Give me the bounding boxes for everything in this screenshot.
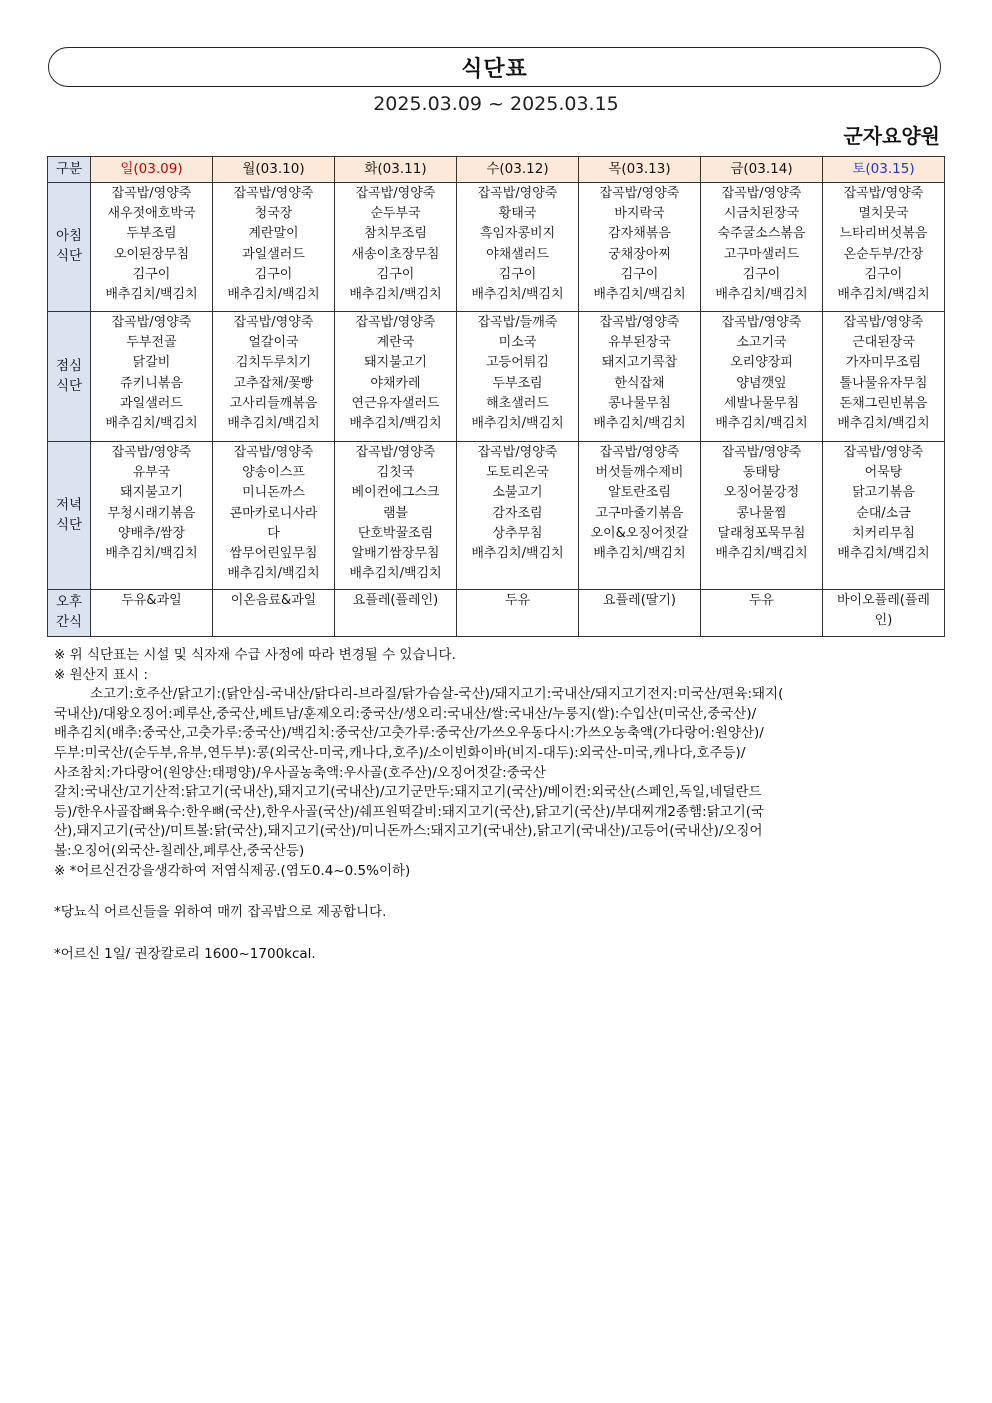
dish-item: 배추김치/백김치 xyxy=(349,416,442,432)
dish-item: 유부된장국 xyxy=(608,335,671,351)
dish-item: 잡곡밥/영양죽 xyxy=(843,315,924,330)
meal-label-text: 식단 xyxy=(55,248,83,264)
dish-item: 시금치된장국 xyxy=(723,206,800,222)
dish-item: 양념깻잎 xyxy=(736,375,787,391)
dish-item: 배추김치/백김치 xyxy=(105,546,198,562)
menu-cell xyxy=(457,312,579,442)
dish-item: 배추김치/백김치 xyxy=(715,416,808,432)
dish-item: 두부조림 xyxy=(126,226,177,242)
dish-item: 가자미무조림 xyxy=(845,355,922,371)
notes-section xyxy=(54,646,934,964)
menu-cell xyxy=(457,590,579,637)
menu-cell xyxy=(91,442,213,590)
dish-item: 김칫국 xyxy=(376,465,415,481)
dish-item: 계란국 xyxy=(376,335,415,351)
day-header: 목(03.13) xyxy=(579,157,701,183)
dish-item: 잡곡밥/영양죽 xyxy=(843,445,924,460)
dish-item: 과일샐러드 xyxy=(242,246,305,262)
dish-item: 소고기국 xyxy=(736,335,787,351)
dish-item: 감자채볶음 xyxy=(608,226,671,242)
table-row xyxy=(48,183,945,312)
menu-cell xyxy=(579,312,701,442)
menu-cell xyxy=(579,183,701,312)
origin-line: 두부:미국산/(순두부,유부,연두부):콩(외국산-미국,캐나다,호주)/소이빈화이바(비지-대두):외국산-미국,캐나다,호주등)/ xyxy=(54,744,746,761)
dish-item: 동태탕 xyxy=(742,465,781,481)
dish-item: 야채샐러드 xyxy=(486,246,549,262)
dish-item: 숙주굴소스볶음 xyxy=(717,226,806,242)
dish-item: 쥬키니볶음 xyxy=(120,375,183,391)
day-header: 금(03.14) xyxy=(701,157,823,183)
dish-item: 두부전골 xyxy=(126,335,177,351)
dish-item: 배추김치/백김치 xyxy=(837,287,930,303)
dish-item: 미니돈까스 xyxy=(242,485,305,501)
menu-cell xyxy=(335,590,457,637)
meal-label-text: 아침 xyxy=(55,228,83,244)
notes-origin-heading: ※ 원산지 표시 : xyxy=(54,666,148,683)
dish-item: 양송이스프 xyxy=(242,465,305,481)
dish-item: 잡곡밥/영양죽 xyxy=(355,445,436,460)
dish-item: 잡곡밥/영양죽 xyxy=(843,186,924,201)
dish-item: 순대/소금 xyxy=(856,505,911,521)
menu-cell xyxy=(701,183,823,312)
origin-line: 볼:오징어(외국산-칠레산,페루산,중국산등) xyxy=(54,842,305,859)
dish-item: 잡곡밥/영양죽 xyxy=(233,186,314,201)
dish-item: 세발나물무침 xyxy=(723,395,800,411)
dish-item: 다 xyxy=(267,525,280,541)
dish-item: 쌈무어린잎무침 xyxy=(229,546,318,562)
dish-item: 톨나물유자무침 xyxy=(839,375,928,391)
dish-item: 닭갈비 xyxy=(132,355,171,371)
menu-cell xyxy=(701,442,823,590)
dish-item: 김구이 xyxy=(376,266,415,282)
menu-cell xyxy=(213,183,335,312)
day-header: 일(03.09) xyxy=(91,157,213,183)
dish-item: 김구이 xyxy=(864,266,903,282)
dish-item: 고사리들깨볶음 xyxy=(229,395,318,411)
dish-item: 야채카레 xyxy=(370,375,421,391)
menu-cell xyxy=(579,442,701,590)
dish-item: 배추김치/백김치 xyxy=(715,287,808,303)
dish-item: 잡곡밥/영양죽 xyxy=(355,315,436,330)
dish-item: 배추김치/백김치 xyxy=(471,546,564,562)
meal-label xyxy=(48,590,91,637)
dish-item: 콘마카로니사라 xyxy=(229,505,318,521)
dish-item: 순두부국 xyxy=(370,206,421,222)
dish-item: 멸치뭇국 xyxy=(858,206,909,222)
dish-item: 오징어불강정 xyxy=(723,485,800,501)
dish-item: 두유 xyxy=(504,593,531,608)
dish-item: 닭고기볶음 xyxy=(852,485,915,501)
table-header-row xyxy=(48,157,945,183)
dish-item: 김구이 xyxy=(498,266,537,282)
meal-label-text: 식단 xyxy=(55,516,83,533)
dish-item: 과일샐러드 xyxy=(120,395,183,411)
day-header: 월(03.10) xyxy=(213,157,335,183)
notes-calories: *어르신 1일/ 권장칼로리 1600~1700kcal. xyxy=(54,945,316,962)
dish-item: 바이오플레(플레 xyxy=(837,593,930,608)
menu-cell xyxy=(213,590,335,637)
dish-item: 돈채그린빈볶음 xyxy=(839,395,928,411)
dish-item: 배추김치/백김치 xyxy=(349,287,442,303)
origin-line: 배추김치(배추:중국산,고춧가루:중국산)/백김치:중국산/고춧가루:중국산/가쓰오우동다시:가쓰오농축액(가다랑어:원양산)/ xyxy=(54,725,764,742)
day-header: 수(03.12) xyxy=(457,157,579,183)
dish-item: 배추김치/백김치 xyxy=(593,287,686,303)
dish-item: 얼갈이국 xyxy=(248,335,299,351)
dish-item: 잡곡밥/영양죽 xyxy=(111,186,192,201)
dish-item: 배추김치/백김치 xyxy=(715,546,808,562)
dish-item: 해초샐러드 xyxy=(486,395,549,411)
dish-item: 잡곡밥/영양죽 xyxy=(599,315,680,330)
meal-label-text: 식단 xyxy=(55,377,83,394)
dish-item: 두유 xyxy=(748,593,775,608)
day-header: 토(03.15) xyxy=(823,157,945,183)
dish-item: 계란말이 xyxy=(248,226,299,242)
dish-item: 김구이 xyxy=(132,266,171,282)
dish-item: 온순두부/간장 xyxy=(843,246,924,262)
menu-cell xyxy=(823,312,945,442)
dish-item: 잡곡밥/들깨죽 xyxy=(477,315,558,330)
dish-item: 잡곡밥/영양죽 xyxy=(599,445,680,460)
dish-item: 김치두루치기 xyxy=(235,355,312,371)
dish-item: 한식잡채 xyxy=(614,375,665,391)
corner-label: 구분 xyxy=(48,157,91,183)
menu-cell xyxy=(701,312,823,442)
dish-item: 돼지고기콕찹 xyxy=(601,355,678,371)
dish-item: 달래청포묵무침 xyxy=(717,525,806,541)
meal-label-text: 점심 xyxy=(55,357,83,374)
dish-item: 잡곡밥/영양죽 xyxy=(111,315,192,330)
dish-item: 콩나물찜 xyxy=(736,505,787,521)
facility-name: 군자요양원 xyxy=(843,124,940,148)
dish-item: 잡곡밥/영양죽 xyxy=(355,186,436,201)
day-header: 화(03.11) xyxy=(335,157,457,183)
origin-line: 산),돼지고기(국산)/미트볼:닭(국산),돼지고기(국산)/미니돈까스:돼지고기(국내산),닭고기(국내산)/고등어(국내산)/오징어 xyxy=(54,823,763,840)
dish-item: 잡곡밥/영양죽 xyxy=(111,445,192,460)
dish-item: 참치무조림 xyxy=(364,226,427,242)
dish-item: 알배기쌈장무침 xyxy=(351,546,440,562)
dish-item: 오리양장피 xyxy=(730,355,793,371)
dish-item: 연근유자샐러드 xyxy=(351,395,440,411)
dish-item: 소불고기 xyxy=(492,485,543,501)
dish-item: 바지락국 xyxy=(614,206,665,222)
dish-item: 흑임자콩비지 xyxy=(479,226,556,242)
dish-item: 알토란조림 xyxy=(608,485,671,501)
origin-line: 사조참치:가다랑어(원양산:태평양)/우사골농축액:우사골(호주산)/오징어젓갈:중국산 xyxy=(54,764,546,781)
dish-item: 느타리버섯볶음 xyxy=(839,226,928,242)
dish-item: 단호박꿀조림 xyxy=(357,525,434,541)
date-range: 2025.03.09 ~ 2025.03.15 xyxy=(373,93,619,115)
notes-change-notice: ※ 위 식단표는 시설 및 식자재 수급 사정에 따라 변경될 수 있습니다. xyxy=(54,647,456,663)
table-row xyxy=(48,590,945,637)
menu-cell xyxy=(823,183,945,312)
dish-item: 김구이 xyxy=(742,266,781,282)
dish-item: 이온음료&과일 xyxy=(230,593,317,608)
dish-item: 배추김치/백김치 xyxy=(471,416,564,432)
dish-item: 배추김치/백김치 xyxy=(105,416,198,432)
dish-item: 배추김치/백김치 xyxy=(837,546,930,562)
dish-item: 새송이초장무침 xyxy=(351,246,440,262)
dish-item: 오이&오징어젓갈 xyxy=(590,525,689,541)
origin-line: 등)/한우사골잡뼈육수:한우뼈(국산),한우사골(국산)/쉐프원떡갈비:돼지고기(국산),닭고기(국산)/부대찌개2종햄:닭고기(국 xyxy=(54,803,765,820)
dish-item: 배추김치/백김치 xyxy=(227,287,320,303)
page-title xyxy=(48,47,941,87)
menu-cell xyxy=(457,183,579,312)
dish-item: 청국장 xyxy=(254,206,293,222)
dish-item: 잡곡밥/영양죽 xyxy=(477,445,558,460)
dish-item: 근대된장국 xyxy=(852,335,915,351)
table-row xyxy=(48,442,945,590)
menu-cell xyxy=(213,442,335,590)
dish-item: 고구마줄기볶음 xyxy=(595,505,684,521)
menu-cell xyxy=(457,442,579,590)
meal-label xyxy=(48,442,91,590)
dish-item: 궁채장아찌 xyxy=(608,246,671,262)
dish-item: 잡곡밥/영양죽 xyxy=(233,315,314,330)
table-row xyxy=(48,312,945,442)
dish-item: 돼지불고기 xyxy=(120,485,183,501)
dish-item: 고등어튀김 xyxy=(486,355,549,371)
menu-cell xyxy=(335,442,457,590)
dish-item: 배추김치/백김치 xyxy=(593,546,686,562)
dish-item: 감자조림 xyxy=(492,505,543,521)
dish-item: 도토리온국 xyxy=(486,465,549,481)
menu-cell xyxy=(823,590,945,637)
dish-item: 두부조림 xyxy=(492,375,543,391)
dish-item: 배추김치/백김치 xyxy=(349,566,442,582)
menu-cell xyxy=(701,590,823,637)
dish-item: 무청시래기볶음 xyxy=(107,505,196,521)
menu-table xyxy=(47,156,945,637)
dish-item: 요플레(플레인) xyxy=(352,593,439,608)
origin-line: 소고기:호주산/닭고기:(닭안심-국내산/닭다리-브라질/닭가슴살-국산)/돼지고기:국내산/돼지고기전지:미국산/편육:돼지( xyxy=(90,686,784,703)
dish-item: 유부국 xyxy=(132,465,171,481)
dish-item: 배추김치/백김치 xyxy=(593,416,686,432)
dish-item: 미소국 xyxy=(498,335,537,351)
dish-item: 잡곡밥/영양죽 xyxy=(233,445,314,460)
origin-line: 갈치:국내산/고기산적:닭고기(국내산),돼지고기(국내산)/고기군만두:돼지고기(국산)/베이컨:외국산(스페인,독일,네덜란드 xyxy=(54,784,762,801)
dish-item: 잡곡밥/영양죽 xyxy=(477,186,558,201)
menu-cell xyxy=(823,442,945,590)
dish-item: 양배추/쌈장 xyxy=(117,525,186,541)
dish-item: 두유&과일 xyxy=(121,593,182,608)
menu-cell xyxy=(213,312,335,442)
dish-item: 램블 xyxy=(382,505,409,521)
dish-item: 상추무침 xyxy=(492,525,543,541)
dish-item: 배추김치/백김치 xyxy=(227,566,320,582)
dish-item: 베이컨에그스크 xyxy=(351,485,440,501)
meal-label xyxy=(48,312,91,442)
dish-item: 김구이 xyxy=(254,266,293,282)
dish-item: 돼지불고기 xyxy=(364,355,427,371)
dish-item: 버섯들깨수제비 xyxy=(595,465,684,481)
dish-item: 잡곡밥/영양죽 xyxy=(721,315,802,330)
menu-cell xyxy=(91,590,213,637)
notes-diabetes: *당뇨식 어르신들을 위하여 매끼 잡곡밥으로 제공합니다. xyxy=(54,904,387,921)
dish-item: 치커리무침 xyxy=(852,525,915,541)
dish-item: 배추김치/백김치 xyxy=(227,416,320,432)
meal-label-text: 간식 xyxy=(55,614,83,630)
dish-item: 새우젓애호박국 xyxy=(107,206,196,222)
dish-item: 김구이 xyxy=(620,266,659,282)
menu-cell xyxy=(335,183,457,312)
dish-item: 배추김치/백김치 xyxy=(105,287,198,303)
dish-item: 황태국 xyxy=(498,206,537,222)
dish-item: 콩나물무침 xyxy=(608,395,671,411)
dish-item: 고구마샐러드 xyxy=(723,246,800,262)
origin-line: 국내산)/대왕오징어:페루산,중국산,베트남/훈제오리:중국산/생오리:국내산/쌀:국내산/누룽지(쌀):수입산(미국산,중국산)/ xyxy=(54,705,757,722)
notes-low-salt: ※ *어르신건강을생각하여 저염식제공.(염도0.4~0.5%이하) xyxy=(54,862,411,879)
title-text: 식단표 xyxy=(461,56,528,82)
dish-item: 고추잡채/꽃빵 xyxy=(233,375,314,391)
dish-item: 잡곡밥/영양죽 xyxy=(721,445,802,460)
menu-cell xyxy=(91,183,213,312)
dish-item: 배추김치/백김치 xyxy=(837,416,930,432)
meal-label-text: 오후 xyxy=(55,594,83,610)
menu-cell xyxy=(579,590,701,637)
meal-label-text: 저녁 xyxy=(55,496,83,513)
dish-item: 배추김치/백김치 xyxy=(471,287,564,303)
dish-item: 인) xyxy=(874,613,893,629)
dish-item: 어묵탕 xyxy=(864,465,903,481)
dish-item: 잡곡밥/영양죽 xyxy=(599,186,680,201)
dish-item: 요플레(딸기) xyxy=(603,593,676,608)
menu-cell xyxy=(335,312,457,442)
dish-item: 잡곡밥/영양죽 xyxy=(721,186,802,201)
menu-cell xyxy=(91,312,213,442)
dish-item: 오이된장무침 xyxy=(113,246,190,262)
meal-label xyxy=(48,183,91,312)
